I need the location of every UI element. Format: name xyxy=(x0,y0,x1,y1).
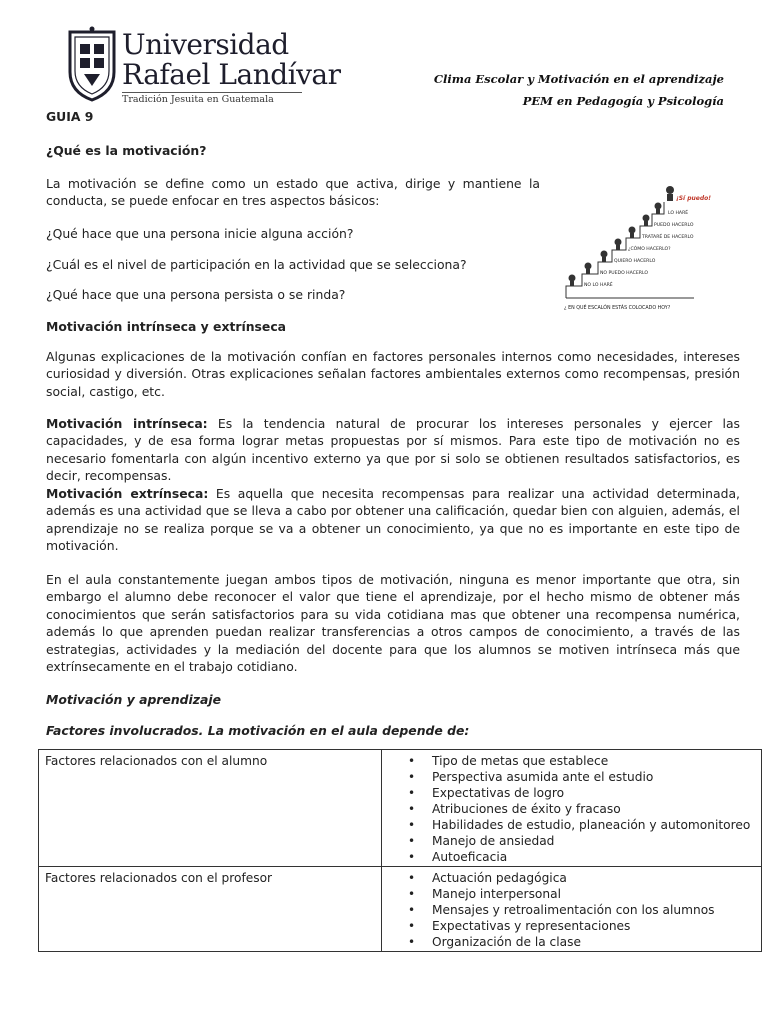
question-3: ¿Qué hace que una persona persista o se rinda? xyxy=(46,287,346,302)
list-item: • Manejo interpersonal xyxy=(388,886,755,902)
section-title-motivation: ¿Qué es la motivación? xyxy=(46,143,207,158)
row-label-student: Factores relacionados con el alumno xyxy=(39,750,382,867)
explanations-paragraph: Algunas explicaciones de la motivación confían en factores personales internos como necesidades, intereses curiosidad y diversión. Otras explicaciones señalan factores ambientales externos como recompensas, presión social, castigo, etc. xyxy=(46,349,740,399)
question-1: ¿Qué hace que una persona inicie alguna acción? xyxy=(46,226,354,241)
university-name-line2: Rafael Landívar xyxy=(122,58,341,91)
staircase-caption: ¿ EN QUÉ ESCALÓN ESTÁS COLOCADO HOY? xyxy=(564,306,671,311)
intrinsic-paragraph xyxy=(46,415,740,485)
factors-subtitle: Factores involucrados. La motivación en el aula depende de: xyxy=(46,723,470,738)
intro-paragraph: La motivación se define como un estado que activa, dirige y mantiene la conducta, se puede enfocar en tres aspectos básicos: xyxy=(46,176,540,209)
staircase-step-8: ¡Sí puedo! xyxy=(676,195,711,202)
section-title-intrinsic-extrinsic: Motivación intrínseca y extrínseca xyxy=(46,319,287,334)
guide-label: GUIA 9 xyxy=(46,109,94,124)
list-item: • Manejo de ansiedad xyxy=(388,833,755,849)
course-title: Clima Escolar y Motivación en el aprendizaje xyxy=(433,72,724,86)
motivation-staircase-illustration xyxy=(546,178,712,312)
staircase-step-3: QUIERO HACERLO xyxy=(614,259,656,264)
row-items-teacher xyxy=(382,867,762,952)
intrinsic-label: Motivación intrínseca: xyxy=(46,416,208,431)
list-item: • Tipo de metas que establece xyxy=(388,753,755,769)
classroom-paragraph: En el aula constantemente juegan ambos tipos de motivación, ninguna es menor importante que otra, sin embargo el alumno debe reconocer el valor que tiene el aprendizaje, por el hecho mismo de obtener más conocimientos que serán satisfactorios para su vida cotidiana mas que obtener una recompensa numérica, además lo que aprenden puedan realizar transferencias a otros campos de conocimiento, a través de las estrategias, actividades y la mediación del docente para que los alumnos se motiven intrínseca más que extrínsecamente en el trabajo cotidiano. xyxy=(46,572,740,675)
course-header xyxy=(434,68,724,112)
list-item: • Actuación pedagógica xyxy=(388,870,755,886)
logo-divider xyxy=(122,92,302,93)
list-item: • Atribuciones de éxito y fracaso xyxy=(388,801,755,817)
university-tagline: Tradición Jesuita en Guatemala xyxy=(122,94,274,105)
staircase-step-6: PUEDO HACERLO xyxy=(654,223,694,228)
staircase-step-5: TRATARÉ DE HACERLO xyxy=(642,235,694,240)
intrinsic-text: Es la tendencia natural de procurar los intereses personales y ejercer las capacidades, y de esa forma lograr metas propuestas por sí mismos. Para este tipo de motivación no es necesario fomentarla con algún incentivo externo ya que por si solo se obtienen resultados satisfactorios, es decir, recompensas. xyxy=(46,416,740,484)
university-seal-icon xyxy=(66,26,118,102)
extrinsic-label: Motivación extrínseca: xyxy=(46,486,209,501)
section-title-motivation-learning: Motivación y aprendizaje xyxy=(46,692,221,707)
staircase-step-1: NO LO HARÉ xyxy=(584,283,613,288)
factors-table xyxy=(38,749,762,952)
program-name: PEM en Pedagogía y Psicología xyxy=(522,94,724,108)
list-item: • Organización de la clase xyxy=(388,934,755,950)
extrinsic-paragraph xyxy=(46,485,740,555)
table-row xyxy=(39,750,762,867)
list-item: • Expectativas y representaciones xyxy=(388,918,755,934)
staircase-step-7: LO HARÉ xyxy=(668,211,689,216)
row-label-teacher: Factores relacionados con el profesor xyxy=(39,867,382,952)
list-item: • Autoeficacia xyxy=(388,849,755,865)
staircase-step-2: NO PUEDO HACERLO xyxy=(600,271,648,276)
extrinsic-text: Es aquella que necesita recompensas para realizar una actividad determinada, además es una actividad que se lleva a cabo por obtener una calificación, quedar bien con alguien, además, el aprendizaje no se realiza porque se va a obtener un conocimiento, ya que no es importante en este tipo de motivación. xyxy=(46,486,740,554)
list-item: • Habilidades de estudio, planeación y automonitoreo xyxy=(388,817,755,833)
table-row xyxy=(39,867,762,952)
university-logo xyxy=(66,26,341,105)
question-2: ¿Cuál es el nivel de participación en la actividad que se selecciona? xyxy=(46,257,467,272)
university-name-line1: Universidad xyxy=(122,28,289,61)
list-item: • Mensajes y retroalimentación con los alumnos xyxy=(388,902,755,918)
staircase-step-4: ¿CÓMO HACERLO? xyxy=(628,247,671,252)
list-item: • Perspectiva asumida ante el estudio xyxy=(388,769,755,785)
list-item: • Expectativas de logro xyxy=(388,785,755,801)
row-items-student xyxy=(382,750,762,867)
